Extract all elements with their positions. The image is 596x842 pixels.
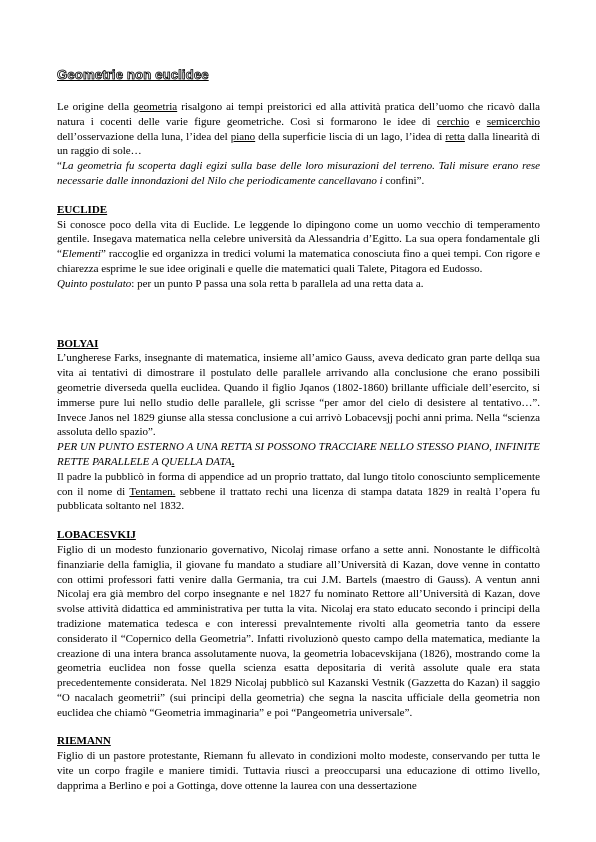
intro-text: dalla linearità di un raggio di sole…	[57, 130, 540, 158]
riemann-paragraph: Figlio di un pastore protestante, Riemann fu allevato in condizioni molto modeste, conservando per tutta le vite un corpo fragile e maniere timidi. Tuttavia riuscì a preoccuparsi una educazione di ottimo livello, dapprima a Berlino e poi a Gottinga, dove ottenne la laurea con una dessertazione	[57, 750, 540, 792]
quote-open-mark: “	[57, 160, 62, 173]
euclide-postulate	[57, 277, 540, 292]
euclide-paragraph	[57, 218, 540, 277]
quote-end: confini”.	[385, 174, 425, 187]
term-cerchio: cerchio	[436, 115, 470, 128]
bolyai-paragraph: L’ungherese Farks, insegnante di matematica, insieme all’amico Gauss, aveva dedicato gran parte dellqa sua vita ai tentativi di dimostrare il postulato delle parallele arrivando alla conclusione che erano possibili geometrie diverseda quella euclidea. Quando il figlio Jqanos (1802-1860) brillante ufficiale dell’esercito, si immerse pure lui nello studio delle parallele, gli scrisse “per amor del cielo di desistere al tentativo…”. Invece Janos nel 1829 giunse alla stessa conclusione a cui arrivò Lobacevsjj pochi anni prima. Nella “scienza assoluta dello spazio”.	[57, 352, 540, 439]
term-semicerchio: semicerchio	[486, 115, 540, 128]
postulate-text: : per un punto P passa una sola retta b parallela ad una retta data a.	[131, 277, 424, 290]
section-heading-riemann: RIEMANN	[57, 735, 111, 748]
intro-quote	[57, 159, 540, 189]
section-heading-bolyai: BOLYAI	[57, 337, 99, 350]
spacer	[57, 292, 540, 337]
euclide-text: ” raccoglie ed organizza in tredici volumi la matematica conosciuta fino a quei tempi. Con rigore e chiarezza esprime le sue idee originali e quelle die matematici quali Talete, Pitagora ed Eudosso.	[57, 248, 540, 275]
bolyai-statement	[57, 440, 540, 470]
bolyai-paragraph-2	[57, 470, 540, 514]
postulate-label: Quinto postulato	[57, 277, 132, 290]
term-geometria: geometria	[133, 101, 178, 113]
document-title: Geometrie non euclidee	[57, 67, 209, 82]
quote-text: La geometria fu scoperta dagli egizi sulla base delle loro misurazioni del terreno. Tali misure erano rese necessarie dalle innondazioni del Nilo che periodicamente cancellavano i	[57, 160, 540, 187]
euclide-elementi: Elementi	[61, 248, 101, 261]
intro-paragraph	[57, 100, 540, 159]
term-piano: piano	[230, 130, 256, 143]
document-page	[57, 66, 540, 794]
section-heading-euclide: EUCLIDE	[57, 203, 108, 216]
bolyai-text: sebbene il trattato rechi una licenza di stampa datata 1829 in realtà l’opera fu pubblicata soltanto nel 1832.	[57, 485, 540, 513]
euclide-text: Si conosce poco della vita di Euclide. Le leggende lo dipingono come un uomo vecchio di temperamento gentile. Insegava matematica nella celebre università da Alessandria d’Egitto. La sua opera fondamentale gli “	[57, 218, 540, 261]
bolyai-caps-end: .	[231, 455, 235, 468]
intro-text: Le origine della	[57, 101, 134, 113]
intro-text: e	[469, 115, 487, 128]
intro-text: dell’osservazione della luna, l’idea del	[57, 130, 231, 143]
lobacevskij-paragraph: Figlio di un modesto funzionario governativo, Nicolaj rimase orfano a sette anni. Nonostante le difficoltà finanziarie della famiglia, il giovane fu mandato a studiare all’Università di Kazan, dove venne in contatto con ottimi professori fatti venire dalla Germania, tra cui J.M. Bartels (maestro di Gauss). A ventun anni Nicolaj era già membro del corpo insegnante e nel 1827 fu nominato Rettore all’Università di Kazan, dove svolse attività didattica ed amministrativa per tutta la vita. Nicolaj era stato educato secondo i principi della tradizione matematica tedesca e con interessi prevalntemente rivolti alla geometria tanto da essere considerato il “Copernico della Geometria”. Infatti rivoluzionò questo campo della matematica, mediante la creazione di una intera branca assolutamente nuova, la geometria lobacevskijana (1826), mostrando come la geometria euclidea non fosse quella scienza esatta depositaria di verità assolute quale era stata precedentemente considerata. Nel 1829 Nicolaj pubblicò sul Kazanski Vestnik (Gazzetta do Kazan) il saggio “O nacalach geometrii” (sui principi della geometria) che segna la nascita ufficiale della geometria non euclidea che chiamò “Geometria immaginaria” e poi “Pangeometria universale”.	[57, 543, 540, 719]
term-tentamen: Tentamen.	[129, 485, 176, 498]
intro-text: risalgono ai tempi preistorici ed alla attività pratica dell’uomo che ricavò dalla natura i cocenti delle varie figure geometriche. Così si formarono le idee di	[57, 101, 541, 128]
intro-text: della superficie liscia di un lago, l’idea di	[255, 130, 446, 143]
bolyai-text: Il padre la pubblicò in forma di appendice ad un proprio trattato, dal lungo titolo conosciunto semplicemente con il nome di	[57, 470, 540, 498]
section-heading-lobacevskij: LOBACESVKIJ	[57, 529, 136, 542]
bolyai-caps: PER UN PUNTO ESTERNO A UNA RETTA SI POSSONO TRACCIARE NELLO STESSO PIANO, INFINITE RETTE PARALLELE A QUELLA DATA	[57, 441, 540, 468]
term-retta: retta	[445, 130, 465, 143]
